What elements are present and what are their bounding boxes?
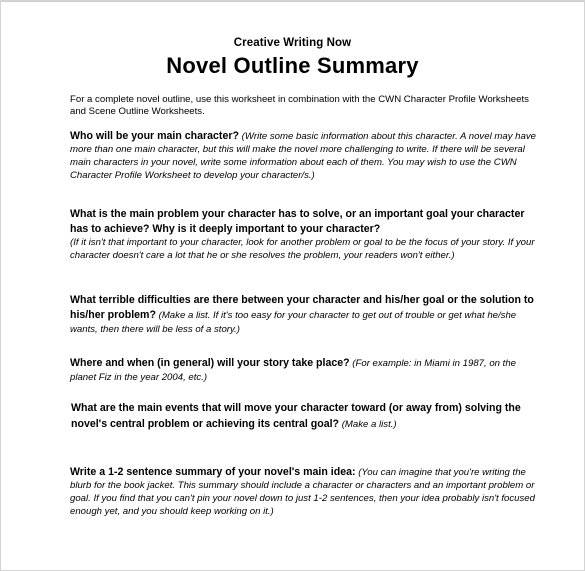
section-hint: (If it isn't that important to your character, look for another problem or goal to be the focus of your story. If your character doesn't care a lot that he or she resolves the problem, your readers won't either.) (70, 237, 535, 261)
section-question: Write a 1-2 sentence summary of your novel's main idea: (70, 466, 356, 478)
section-setting (70, 356, 542, 385)
section-hint: (You can imagine that you're writing the blurb for the book jacket. This summary should include a character or characters and an important problem or goal. If you find that you can't pin your novel down to just 1-2 sentences, then your idea probably isn't focused enough yet, and you should keep working on it.) (70, 467, 535, 517)
section-question: What is the main problem your character has to solve, or an important goal your character has to achieve? Why is it deeply important to your character? (70, 208, 525, 235)
intro-paragraph: For a complete novel outline, use this worksheet in combination with the CWN Character Profile Worksheets and Scene Outline Worksheets. (70, 94, 529, 117)
section-main-character (70, 130, 542, 183)
section-hint: (Make a list. If it's too easy for your character to get out of trouble or get what he/she wants, then there will be less of a story.) (70, 310, 517, 335)
section-question: Where and when (in general) will your story take place? (70, 357, 350, 369)
section-main-events (71, 401, 543, 432)
document-title: Novel Outline Summary (166, 53, 419, 78)
section-question: What are the main events that will move your character toward (or away from) solving the novel's central problem or achieving its central goal? (71, 402, 521, 430)
section-difficulties (70, 293, 542, 337)
section-hint: (For example: in Miami in 1987, on the planet Fiz in the year 2004, etc.) (70, 358, 516, 383)
section-main-problem (70, 207, 542, 263)
section-summary (70, 466, 542, 519)
section-hint: (Write some basic information about this character. A novel may have more than one main character, but this will make the novel more challenging to write. If there will be several main characters in your novel, write some information about each of them. You may wish to use the CWN Character Profile Worksheet to develop your character/s.) (70, 131, 536, 181)
section-hint: (Make a list.) (341, 418, 397, 430)
section-question: What terrible difficulties are there between your character and his/her goal or the solution to his/her problem? (70, 294, 534, 321)
section-question: Who will be your main character? (70, 130, 239, 142)
top-divider (1, 1, 585, 2)
document-subtitle: Creative Writing Now (233, 37, 352, 49)
